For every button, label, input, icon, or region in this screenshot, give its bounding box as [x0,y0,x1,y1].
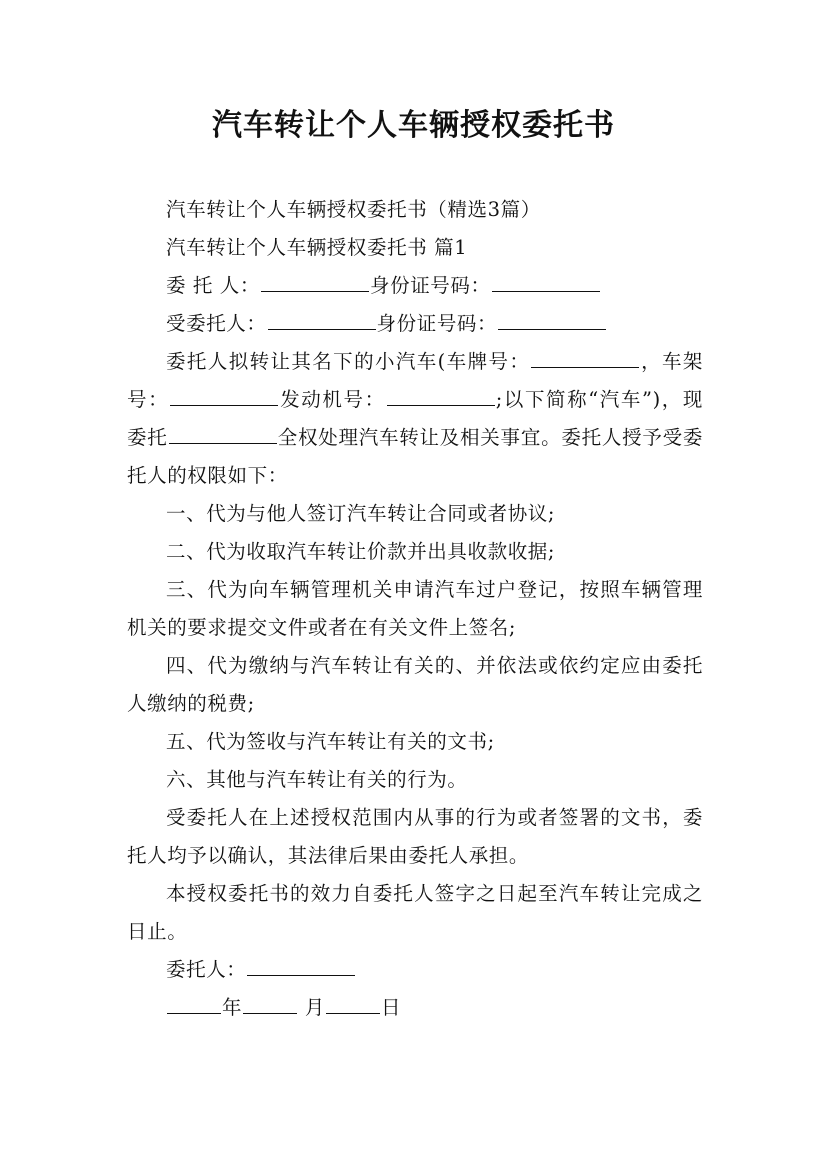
principal-label: 委 托 人： [166,274,260,297]
para-intro-e: 全权处理汽车转让及相关事宜。委托人授予受委托人的权限如下： [127,426,703,487]
engine-number-blank[interactable] [387,383,495,406]
para-intro-d: ;以下简称“汽车”)，现委托 [127,388,703,449]
confirm-paragraph: 受委托人在上述授权范围内从事的行为或者签署的文书，委托人均予以确认，其法律后果由委托人承担。 [127,806,703,867]
vin-blank[interactable] [170,383,278,406]
day-blank[interactable] [326,991,380,1014]
para-intro-c: 发动机号： [279,388,386,411]
agent-line [127,305,703,343]
document-title: 汽车转让个人车辆授权委托书 [212,108,615,143]
sign-label: 委托人： [166,958,247,981]
item-4: 四、代为缴纳与汽车转让有关的、并依法或依约定应由委托人缴纳的税费; [127,654,703,715]
principal-id-blank[interactable] [492,269,600,292]
agent-label: 受委托人： [166,312,267,335]
day-label: 日 [381,996,402,1019]
signature-blank[interactable] [247,953,355,976]
para-intro-a: 委托人拟转让其名下的小汽车(车牌号： [166,350,531,373]
item-2: 二、代为收取汽车转让价款并出具收款收据; [166,540,556,563]
authorization-paragraph [127,343,703,495]
item-5: 五、代为签收与汽车转让有关的文书; [166,730,495,753]
principal-id-label: 身份证号码： [370,274,491,297]
agent-id-blank[interactable] [498,307,606,330]
year-blank[interactable] [167,991,221,1014]
date-line [127,989,703,1027]
item-6: 六、其他与汽车转让有关的行为。 [166,768,468,791]
agent-name-blank[interactable] [268,307,376,330]
validity-paragraph: 本授权委托书的效力自委托人签字之日起至汽车转让完成之日止。 [127,882,703,943]
month-blank[interactable] [243,991,297,1014]
agent-blank[interactable] [169,421,277,444]
principal-line [127,267,703,305]
agent-id-label: 身份证号码： [376,312,498,335]
document-body [127,191,703,1027]
plate-number-blank[interactable] [531,345,639,368]
signature-line [127,951,703,989]
principal-name-blank[interactable] [261,269,369,292]
item-3: 三、代为向车辆管理机关申请汽车过户登记，按照车辆管理机关的要求提交文件或者在有关文件上签名; [127,578,703,639]
section-heading: 汽车转让个人车辆授权委托书 篇1 [166,236,468,259]
para-intro-b: ，车架号： [127,350,703,411]
year-label: 年 [222,996,243,1019]
item-1: 一、代为与他人签订汽车转让合同或者协议; [166,502,556,525]
month-label: 月 [304,996,326,1019]
intro-line: 汽车转让个人车辆授权委托书（精选3篇） [166,198,541,221]
